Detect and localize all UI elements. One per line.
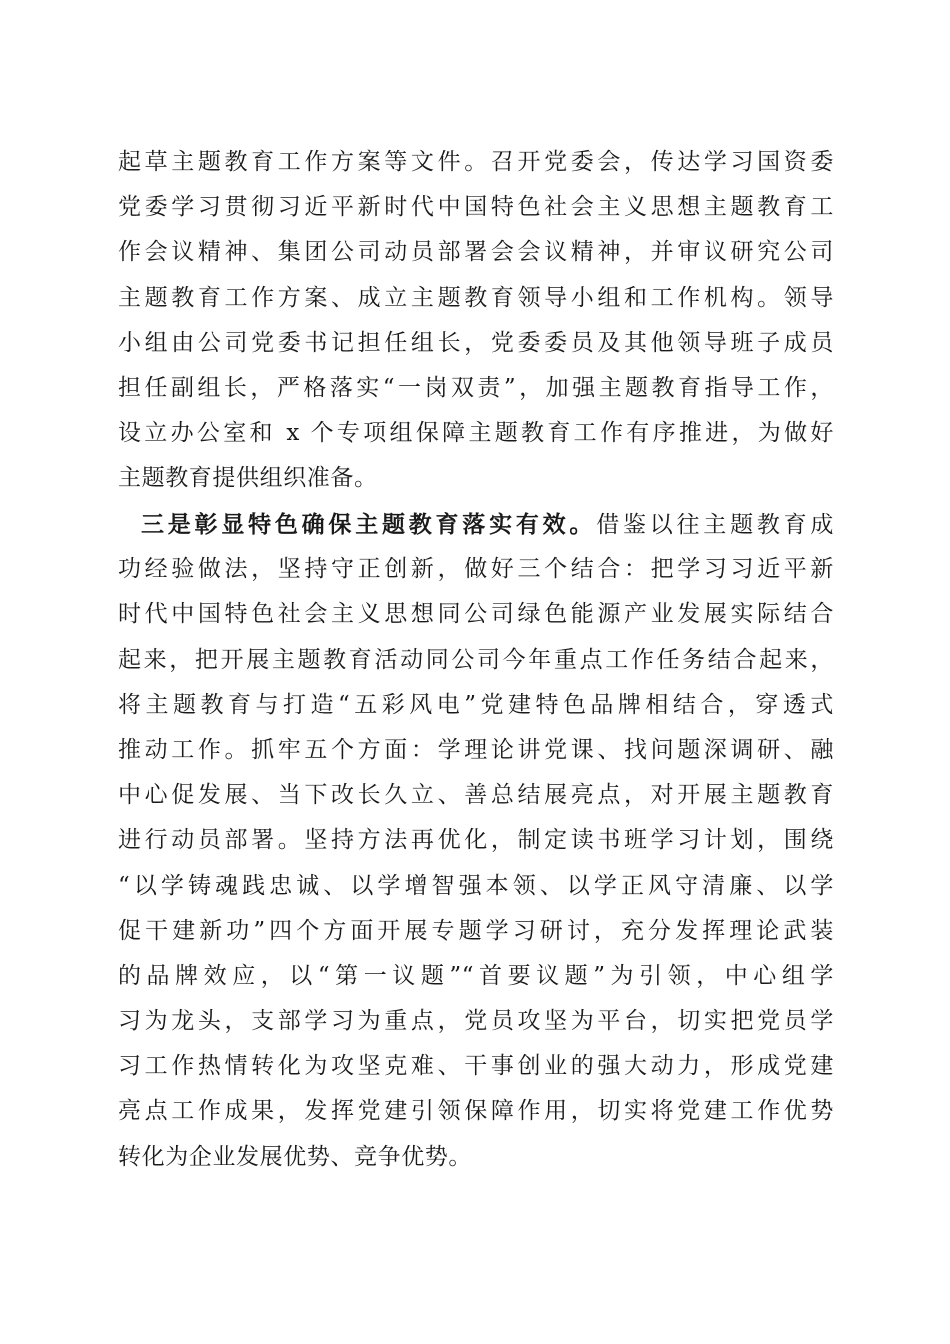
text-line: 功经验做法，坚持守正创新，做好三个结合：把学习习近平新: [118, 556, 834, 583]
paragraph-first-line: [118, 502, 834, 547]
text-line: 进行动员部署。坚持方法再优化，制定读书班学习计划，围绕: [118, 827, 834, 854]
text-line: 习工作热情转化为攻坚克难、干事创业的强大动力，形成党建: [118, 1053, 834, 1080]
text-line: 促干建新功”四个方面开展专题学习研讨，充分发挥理论武装: [118, 917, 834, 944]
text-line: 起草主题教育工作方案等文件。召开党委会，传达学习国资委: [118, 149, 834, 175]
text-line: 党委学习贯彻习近平新时代中国特色社会主义思想主题教育工: [118, 194, 834, 221]
text-line: 亮点工作成果，发挥党建引领保障作用，切实将党建工作优势: [118, 1098, 834, 1125]
paragraph-organization-prep: [118, 140, 834, 502]
text-line: “以学铸魂践忠诚、以学增智强本领、以学正风守清廉、以学: [118, 872, 834, 899]
text-line: 作会议精神、集团公司动员部署会会议精神，并审议研究公司: [118, 239, 834, 266]
text-line: 起来，把开展主题教育活动同公司今年重点工作任务结合起来，: [118, 646, 834, 673]
text-line: 主题教育提供组织准备。: [118, 465, 378, 492]
paragraph-heading: 三是彰显特色确保主题教育落实有效。: [141, 511, 597, 538]
text-line: 推动工作。抓牢五个方面：学理论讲党课、找问题深调研、融: [118, 736, 834, 763]
text-line: 的品牌效应，以“第一议题”“首要议题”为引领，中心组学: [118, 962, 834, 989]
paragraph-highlight-features: [118, 502, 834, 1180]
text-line: 时代中国特色社会主义思想同公司绿色能源产业发展实际结合: [118, 601, 834, 628]
text-line: 主题教育工作方案、成立主题教育领导小组和工作机构。领导: [118, 284, 834, 311]
text-line: 小组由公司党委书记担任组长，党委委员及其他领导班子成员: [118, 329, 834, 356]
text-line: 设立办公室和 x 个专项组保障主题教育工作有序推进，为做好: [118, 420, 834, 447]
text-line: 将主题教育与打造“五彩风电”党建特色品牌相结合，穿透式: [118, 691, 834, 718]
text-line: 转化为企业发展优势、竞争优势。: [118, 1143, 472, 1170]
text-line: 中心促发展、当下改长久立、善总结展亮点，对开展主题教育: [118, 782, 834, 809]
text-segment: 借鉴以往主题教育成: [596, 512, 834, 538]
text-line: 担任副组长，严格落实“一岗双责”，加强主题教育指导工作，: [118, 374, 834, 401]
text-line: 习为龙头，支部学习为重点，党员攻坚为平台，切实把党员学: [118, 1008, 834, 1035]
